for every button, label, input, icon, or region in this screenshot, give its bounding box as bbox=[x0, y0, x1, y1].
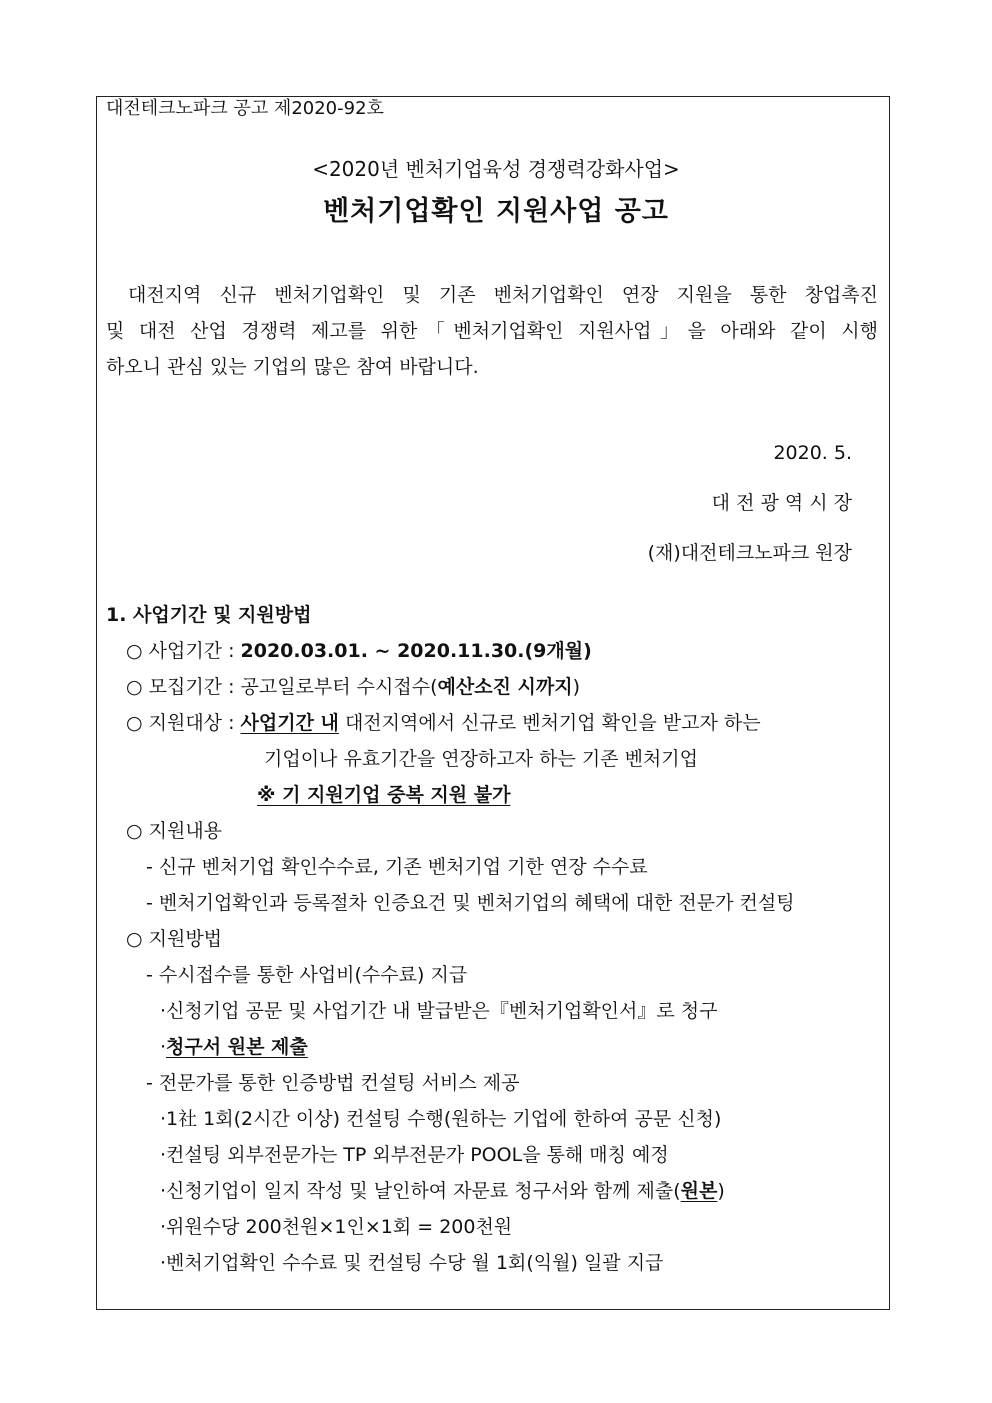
director-signature: (재)대전테크노파크 원장 bbox=[647, 542, 852, 564]
notice-number: 대전테크노파크 공고 제2020-92호 bbox=[106, 98, 384, 119]
recruit-row bbox=[126, 674, 580, 700]
intro-line-2: 및 대전 산업 경쟁력 제고를 위한「벤처기업확인 지원사업」을 아래와 같이 시행 bbox=[106, 320, 878, 342]
method-sub-3: ·1社 1회(2시간 이상) 컨설팅 수행(원하는 기업에 한하여 공문 신청) bbox=[160, 1108, 722, 1130]
period-row bbox=[126, 638, 592, 664]
recruit-close: ) bbox=[572, 676, 581, 698]
method-item-2: - 전문가를 통한 인증방법 컨설팅 서비스 제공 bbox=[146, 1072, 520, 1094]
method-sub-2-text: 청구서 원본 제출 bbox=[166, 1036, 308, 1058]
method-sub-2-dot: · bbox=[160, 1036, 167, 1058]
target-description: 대전지역에서 신규로 벤처기업 확인을 받고자 하는 bbox=[338, 712, 761, 734]
notice-title: 벤처기업확인 지원사업 공고 bbox=[323, 196, 669, 227]
method-sub-5-original: 원본 bbox=[680, 1180, 718, 1202]
content-label: ○ 지원내용 bbox=[126, 820, 223, 842]
section-heading: 1. 사업기간 및 지원방법 bbox=[106, 604, 312, 626]
target-period-emphasis: 사업기간 내 bbox=[240, 712, 339, 734]
content-item-1: - 신규 벤처기업 확인수수료, 기존 벤처기업 기한 연장 수수료 bbox=[146, 856, 648, 878]
recruit-label: ○ 모집기간 : 공고일로부터 수시접수( bbox=[126, 676, 438, 698]
method-sub-5-text: ·신청기업이 일지 작성 및 날인하여 자문료 청구서와 함께 제출( bbox=[160, 1180, 681, 1202]
target-row bbox=[126, 710, 761, 736]
period-label: ○ 사업기간 : bbox=[126, 640, 241, 662]
intro-line-3: 하오니 관심 있는 기업의 많은 참여 바랍니다. bbox=[106, 356, 479, 378]
intro-line-1: 대전지역 신규 벤처기업확인 및 기존 벤처기업확인 연장 지원을 통한 창업촉진 bbox=[128, 284, 878, 306]
method-sub-5 bbox=[160, 1178, 725, 1204]
content-item-2: - 벤처기업확인과 등록절차 인증요건 및 벤처기업의 혜택에 대한 전문가 컨설팅 bbox=[146, 892, 795, 914]
method-sub-7: ·벤처기업확인 수수료 및 컨설팅 수당 월 1회(익월) 일괄 지급 bbox=[160, 1252, 664, 1274]
method-label: ○ 지원방법 bbox=[126, 928, 223, 950]
method-sub-4: ·컨설팅 외부전문가는 TP 외부전문가 POOL을 통해 매칭 예정 bbox=[160, 1144, 669, 1166]
period-value: 2020.03.01. ~ 2020.11.30.(9개월) bbox=[240, 640, 592, 662]
method-sub-6: ·위원수당 200천원×1인×1회 = 200천원 bbox=[160, 1216, 513, 1238]
recruit-condition: 예산소진 시까지 bbox=[437, 676, 573, 698]
target-label: ○ 지원대상 : bbox=[126, 712, 241, 734]
method-sub-1: ·신청기업 공문 및 사업기간 내 발급받은『벤처기업확인서』로 청구 bbox=[160, 1000, 718, 1022]
method-item-1: - 수시접수를 통한 사업비(수수료) 지급 bbox=[146, 964, 468, 986]
mayor-signature: 대 전 광 역 시 장 bbox=[711, 492, 852, 514]
notice-subtitle: <2020년 벤처기업육성 경쟁력강화사업> bbox=[312, 157, 680, 181]
notice-date: 2020. 5. bbox=[773, 442, 852, 464]
target-note: ※ 기 지원기업 중복 지원 불가 bbox=[257, 784, 511, 806]
target-line-2: 기업이나 유효기간을 연장하고자 하는 기존 벤처기업 bbox=[264, 748, 698, 770]
method-sub-2 bbox=[160, 1034, 308, 1060]
method-sub-5-close: ) bbox=[717, 1180, 725, 1202]
